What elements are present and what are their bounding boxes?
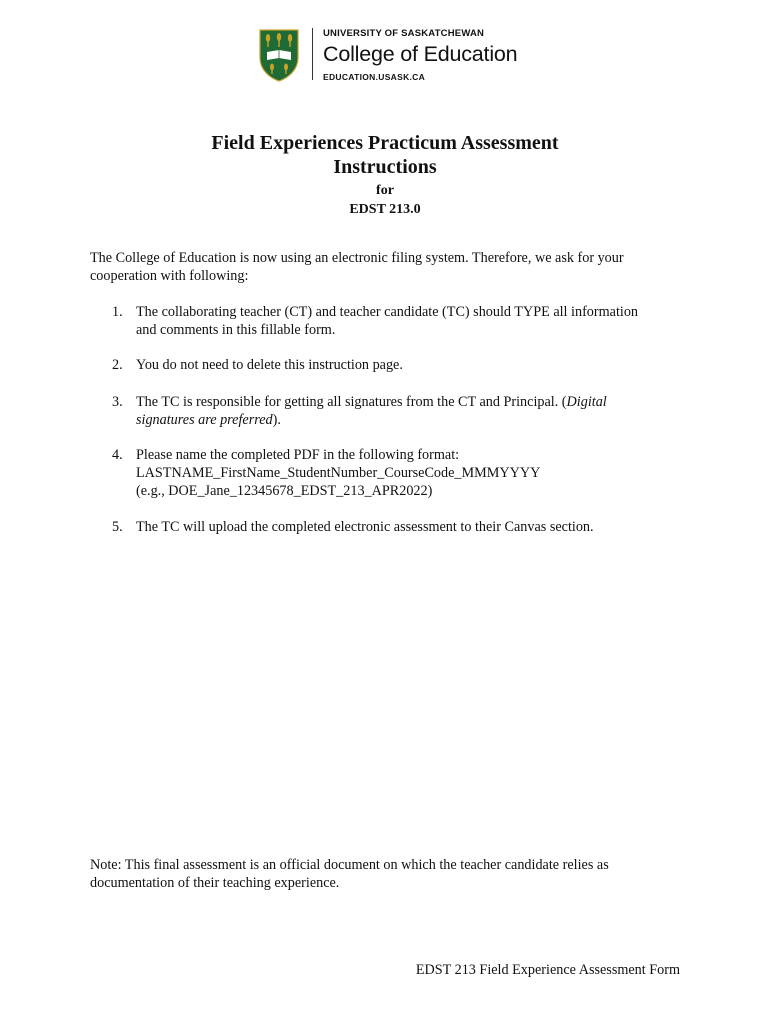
title-for: for: [376, 183, 394, 198]
list-text: [136, 393, 690, 411]
course-code: EDST 213.0: [349, 202, 421, 217]
list-number: 4.: [112, 447, 123, 463]
list-item: [90, 303, 690, 339]
college-logo: [258, 28, 517, 84]
list-number: 5.: [112, 519, 123, 535]
list-item: [90, 518, 690, 536]
list-text-italic: signatures are preferred: [136, 412, 273, 428]
list-text-plain: The TC is responsible for getting all signatures from the CT and Principal. (: [136, 394, 567, 410]
logo-wordmark: [323, 28, 517, 83]
instruction-list: [90, 303, 690, 536]
usask-crest-icon: [258, 28, 300, 82]
list-item: [90, 356, 690, 374]
list-item: [90, 393, 690, 429]
list-text: The collaborating teacher (CT) and teacher candidate (TC) should TYPE all information: [136, 304, 639, 320]
list-text: Please name the completed PDF in the following format:: [136, 447, 460, 463]
list-text: You do not need to delete this instruction page.: [136, 357, 403, 373]
list-text-italic: Digital: [566, 394, 607, 410]
list-text: [136, 411, 690, 429]
list-text: The TC will upload the completed electronic assessment to their Canvas section.: [136, 519, 594, 535]
title-line-1: Field Experiences Practicum Assessment: [211, 132, 559, 154]
note-paragraph: Note: This final assessment is an official document on which the teacher candidate relies as documentation of their teaching experience.: [90, 857, 609, 891]
list-text-plain: ).: [272, 412, 281, 428]
list-number: 3.: [112, 394, 123, 410]
filename-example: (e.g., DOE_Jane_12345678_EDST_213_APR2022): [136, 483, 433, 499]
page-footer: EDST 213 Field Experience Assessment Form: [415, 962, 680, 978]
logo-divider: [312, 28, 313, 80]
logo-university-name: UNIVERSITY OF SASKATCHEWAN: [323, 28, 485, 39]
logo-college-name: College of Education: [323, 42, 518, 66]
filename-format: LASTNAME_FirstName_StudentNumber_CourseCode_MMMYYYY: [136, 465, 541, 481]
document-title: [0, 131, 770, 219]
list-text: and comments in this fillable form.: [136, 322, 336, 338]
list-number: 2.: [112, 357, 123, 373]
title-line-2: Instructions: [333, 156, 437, 178]
intro-paragraph: The College of Education is now using an electronic filing system. Therefore, we ask for your cooperation with following:: [90, 250, 624, 284]
list-number: 1.: [112, 304, 123, 320]
list-item: [90, 446, 690, 500]
logo-url: EDUCATION.USASK.CA: [323, 72, 426, 82]
